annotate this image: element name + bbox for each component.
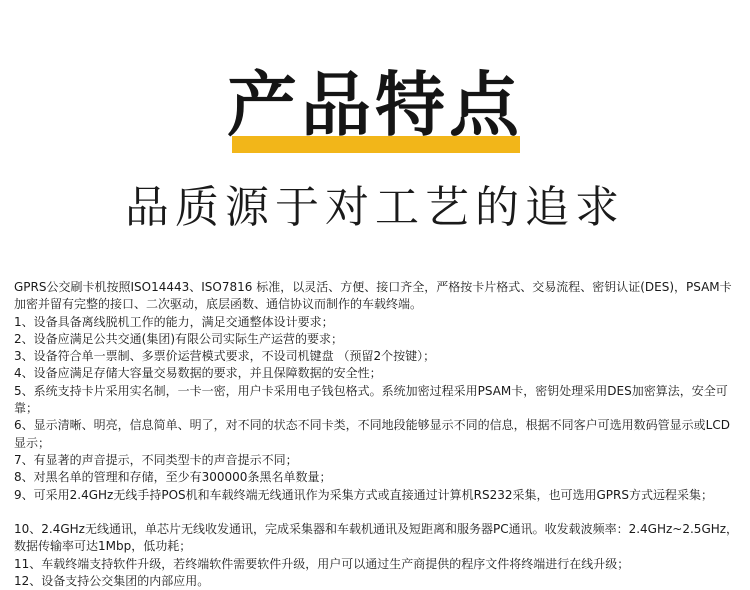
feature-item-10: 10、2.4GHz无线通讯，单芯片无线收发通讯，完成采集器和车载机通讯及短距离和服务器PC通讯。收发载波频率：2.4GHz~2.5GHz，数据传输率可达1Mbp，低功耗； bbox=[14, 522, 739, 554]
feature-item-3: 3、设备符合单一票制、多票价运营模式要求，不设司机键盘 （预留2个按键）； bbox=[14, 349, 436, 364]
feature-item-7: 7、有显著的声音提示，不同类型卡的声音提示不同； bbox=[14, 452, 298, 467]
page-subtitle: 品质源于对工艺的追求 bbox=[125, 182, 625, 233]
title-section bbox=[0, 60, 750, 160]
feature-item-6: 6、显示清晰、明亮，信息简单、明了，对不同的状态不同卡类，不同地段能够显示不同的信息，根据不同客户可选用数码管显示或LCD显示； bbox=[14, 418, 730, 450]
feature-item-2: 2、设备应满足公共交通(集团)有限公司实际生产运营的要求； bbox=[14, 331, 344, 346]
feature-item-1: 1、设备具备离线脱机工作的能力，满足交通整体设计要求； bbox=[14, 314, 334, 329]
feature-description bbox=[14, 279, 740, 590]
feature-item-11: 11、车载终端支持软件升级，若终端软件需要软件升级，用户可以通过生产商提供的程序文件将终端进行在线升级； bbox=[14, 556, 630, 571]
paragraph-spacer bbox=[14, 504, 740, 521]
feature-item-12: 12、设备支持公交集团的内部应用。 bbox=[14, 574, 210, 589]
feature-item-9: 9、可采用2.4GHz无线手持POS机和车载终端无线通讯作为采集方式或直接通过计算机RS232采集，也可选用GPRS方式远程采集； bbox=[14, 487, 713, 502]
page-title: 产品特点 bbox=[227, 64, 523, 146]
intro-paragraph: GPRS公交刷卡机按照ISO14443、ISO7816 标准，以灵活、方便、接口齐全，严格按卡片格式、交易流程、密钥认证(DES)，PSAM卡加密并留有完整的接口、二次驱动，底层函数、通信协议而制作的车载终端。 bbox=[14, 280, 732, 312]
feature-item-5: 5、系统支持卡片采用实名制，一卡一密，用户卡采用电子钱包格式。系统加密过程采用PSAM卡，密钥处理采用DES加密算法，安全可靠； bbox=[14, 383, 728, 416]
feature-item-4: 4、设备应满足存储大容量交易数据的要求，并且保障数据的安全性； bbox=[14, 366, 382, 381]
feature-item-8: 8、对黑名单的管理和存储，至少有300000条黑名单数量； bbox=[14, 470, 332, 485]
